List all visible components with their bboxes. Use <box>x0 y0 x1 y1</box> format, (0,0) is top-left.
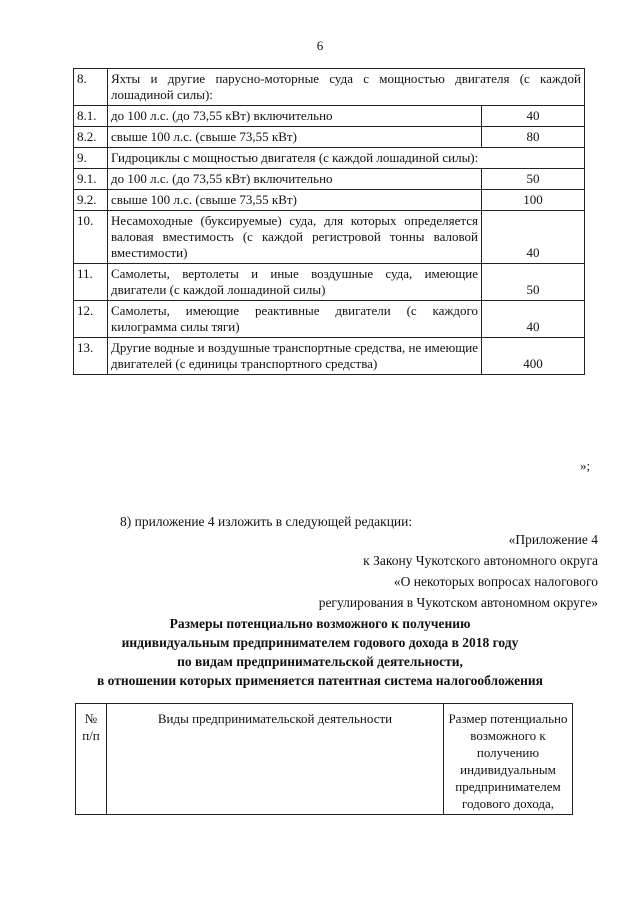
appendix-line: «Приложение 4 <box>508 532 598 547</box>
row-description: свыше 100 л.с. (свыше 73,55 кВт) <box>108 190 482 211</box>
table-row <box>74 69 585 106</box>
appendix-reference <box>319 529 598 613</box>
table-row <box>74 169 585 190</box>
table-row <box>74 190 585 211</box>
page-number: 6 <box>316 38 324 53</box>
row-description: Самолеты, вертолеты и иные воздушные суда, имеющие двигатели (с каждой лошадиной силы) <box>108 264 482 301</box>
closing-quote: »; <box>580 458 591 473</box>
row-description: Другие водные и воздушные транспортные средства, не имеющие двигателей (с единицы транспортного средства) <box>108 338 482 375</box>
vehicle-tax-rates-table <box>73 68 585 375</box>
row-number: 13. <box>74 338 108 375</box>
row-description: Самолеты, имеющие реактивные двигатели (с каждого килограмма силы тяги) <box>108 301 482 338</box>
row-description: Несамоходные (буксируемые) суда, для которых определяется валовая вместимость (с каждой регистровой тонны валовой вместимости) <box>108 211 482 264</box>
section-heading <box>40 614 600 690</box>
table-row <box>74 127 585 148</box>
row-rate-value: 50 <box>482 264 585 301</box>
row-number: 8.1. <box>74 106 108 127</box>
heading-line: по видам предпринимательской деятельности, <box>177 654 463 669</box>
table-row <box>74 338 585 375</box>
row-description: Яхты и другие парусно-моторные суда с мощностью двигателя (с каждой лошадиной силы): <box>108 69 585 106</box>
row-description: свыше 100 л.с. (свыше 73,55 кВт) <box>108 127 482 148</box>
row-number: 9.1. <box>74 169 108 190</box>
table-row <box>74 211 585 264</box>
row-rate-value: 40 <box>482 106 585 127</box>
heading-line: Размеры потенциально возможного к получению <box>169 616 471 631</box>
row-number: 8.2. <box>74 127 108 148</box>
table-row <box>74 264 585 301</box>
business-types-table <box>75 703 573 815</box>
row-rate-value: 80 <box>482 127 585 148</box>
appendix-line: регулирования в Чукотском автономном округе» <box>318 595 598 610</box>
row-rate-value: 400 <box>482 338 585 375</box>
row-description: Гидроциклы с мощностью двигателя (с каждой лошадиной силы): <box>108 148 585 169</box>
row-description: до 100 л.с. (до 73,55 кВт) включительно <box>108 169 482 190</box>
row-number: 9.2. <box>74 190 108 211</box>
appendix-line: «О некоторых вопросах налогового <box>393 574 598 589</box>
row-rate-value: 100 <box>482 190 585 211</box>
row-rate-value: 40 <box>482 211 585 264</box>
table-row <box>74 301 585 338</box>
heading-line: в отношении которых применяется патентная система налогообложения <box>96 673 543 688</box>
row-number: 10. <box>74 211 108 264</box>
appendix-line: к Закону Чукотского автономного округа <box>363 553 598 568</box>
instruction-text: 8) приложение 4 изложить в следующей редакции: <box>120 514 413 529</box>
table-row <box>74 106 585 127</box>
col-number-header: № п/п <box>76 704 107 815</box>
row-description: до 100 л.с. (до 73,55 кВт) включительно <box>108 106 482 127</box>
row-number: 9. <box>74 148 108 169</box>
col-activity-header: Виды предпринимательской деятельности <box>107 704 444 815</box>
row-number: 12. <box>74 301 108 338</box>
table-header-row <box>76 704 573 815</box>
row-rate-value: 40 <box>482 301 585 338</box>
heading-line: индивидуальным предпринимателем годового дохода в 2018 году <box>121 635 519 650</box>
table-row <box>74 148 585 169</box>
row-rate-value: 50 <box>482 169 585 190</box>
row-number: 8. <box>74 69 108 106</box>
row-number: 11. <box>74 264 108 301</box>
col-income-header: Размер потенциально возможного к получению индивидуальным предпринимателем годового дохода, <box>444 704 573 815</box>
